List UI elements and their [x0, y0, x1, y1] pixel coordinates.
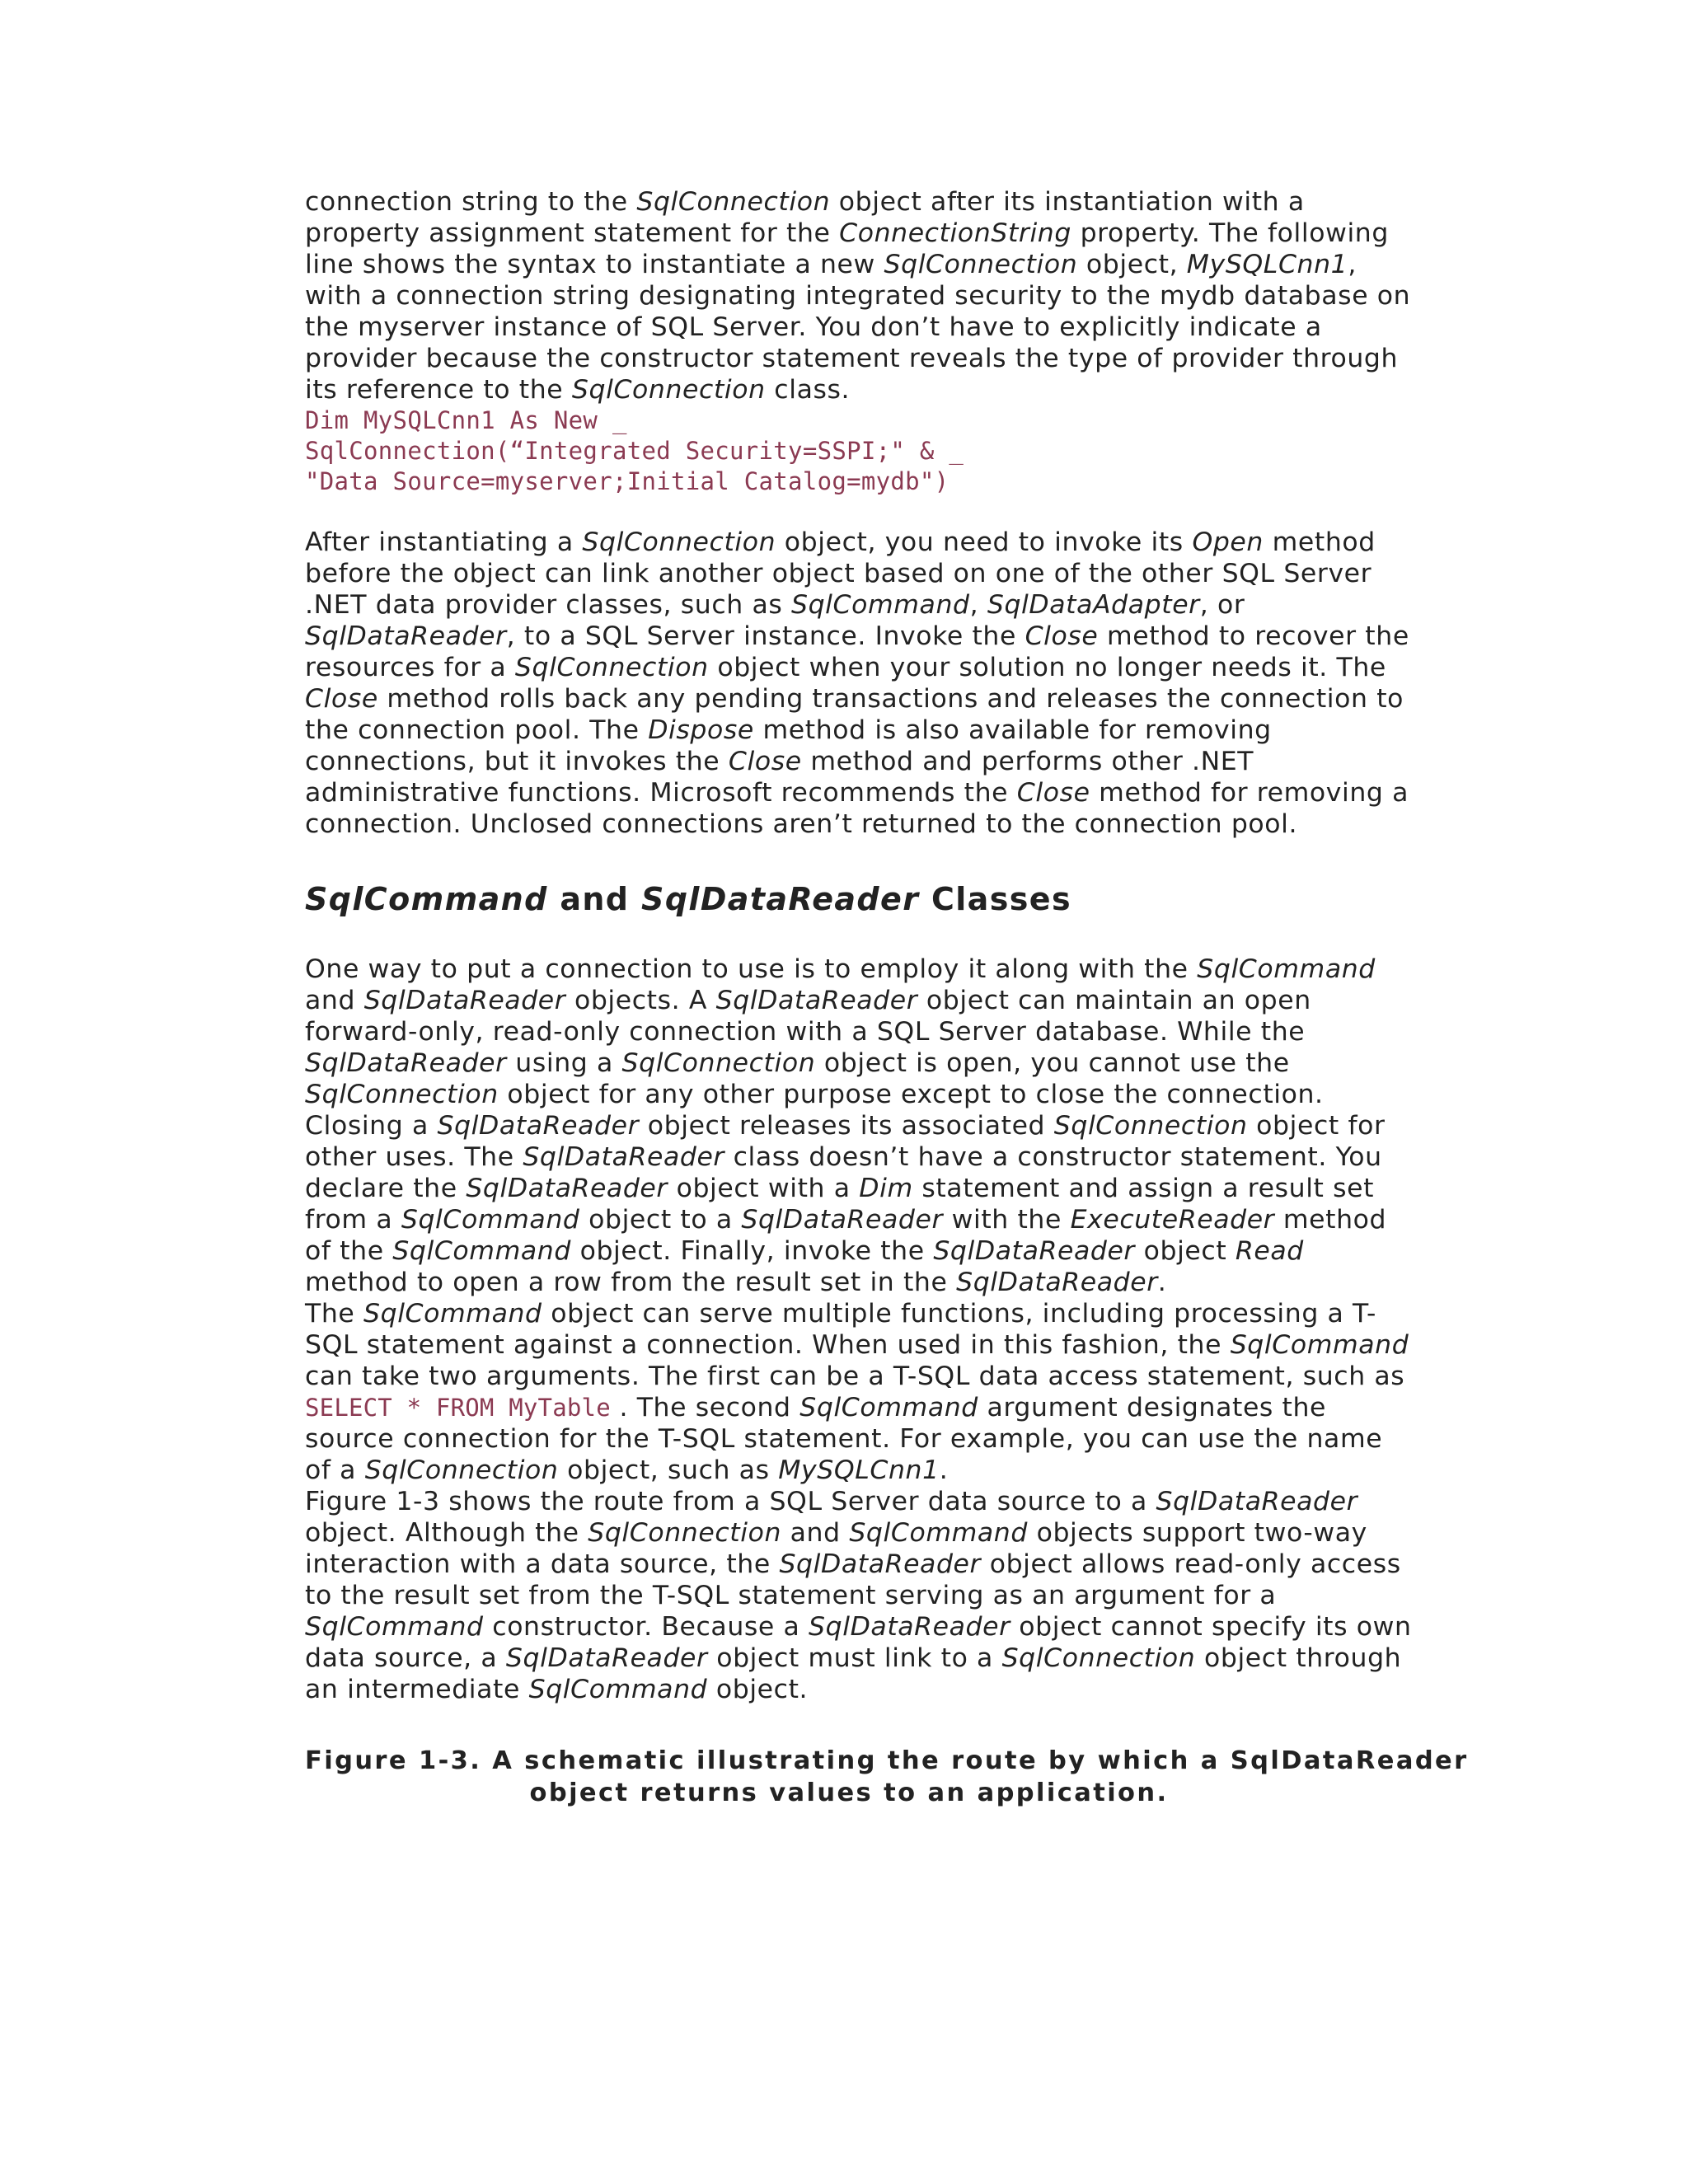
text-run: statement and assign a result set [912, 1174, 1375, 1203]
class-name: SqlConnection [305, 1080, 499, 1109]
class-name: SqlConnection [884, 250, 1078, 279]
text-line [305, 374, 1393, 405]
figure-reference-paragraph [305, 1486, 1412, 1705]
text-run: After instantiating a [305, 527, 583, 557]
text-run: using a [506, 1048, 622, 1078]
text-line [305, 985, 1393, 1016]
text-run: line shows the syntax to instantiate a new [305, 250, 884, 279]
text-run: objects support two-way [1027, 1518, 1367, 1548]
text-run: of a [305, 1455, 365, 1485]
class-name: SqlDataReader [437, 1111, 640, 1141]
document-page [305, 186, 1469, 1809]
text-run: argument designates the [978, 1393, 1327, 1422]
text-run: Classes [919, 881, 1071, 917]
keyword: Dim [859, 1174, 913, 1203]
method-name: Open [1192, 527, 1264, 557]
text-run: its reference to the [305, 375, 572, 405]
text-run: One way to put a connection to use is to employ it along with the [305, 954, 1198, 984]
class-name: SqlCommand [401, 1205, 580, 1235]
text-run: with the [943, 1205, 1071, 1235]
text-run: object, such as [558, 1455, 779, 1485]
text-run: from a [305, 1205, 401, 1235]
text-run: Figure 1-3 shows the route from a SQL Server data source to a [305, 1487, 1156, 1516]
text-line [305, 218, 1393, 249]
text-line: before the object can link another object based on one of the other SQL Server [305, 559, 1372, 588]
spacer [305, 840, 1393, 881]
text-line: the myserver instance of SQL Server. You don’t have to explicitly indicate a [305, 312, 1322, 342]
text-run: method [1263, 527, 1376, 557]
text-run: object with a [667, 1174, 860, 1203]
text-line [305, 1455, 1393, 1486]
text-run: . The second [610, 1393, 800, 1422]
text-line [305, 715, 1393, 746]
text-run: , to a SQL Server instance. Invoke the [506, 621, 1025, 651]
class-name: SqlCommand [305, 881, 548, 917]
class-name: SqlDataReader [305, 621, 507, 651]
text-line [305, 1486, 1393, 1517]
text-line [305, 1392, 1393, 1423]
class-name: SqlDataReader [305, 1048, 507, 1078]
text-run: constructor. Because a [483, 1612, 809, 1642]
text-line [305, 1079, 1393, 1110]
text-run: object through [1195, 1643, 1402, 1673]
class-name: SqlCommand [528, 1675, 708, 1704]
text-line [305, 1298, 1393, 1329]
text-line [305, 777, 1409, 808]
text-run: resources for a [305, 653, 515, 682]
class-name: SqlConnection [1053, 1111, 1248, 1141]
class-name: SqlDataReader [466, 1174, 668, 1203]
text-run: of the [305, 1236, 393, 1266]
class-name: SqlDataReader [1156, 1487, 1358, 1516]
text-line [305, 1110, 1393, 1141]
text-run: connection string to the [305, 187, 637, 217]
code-sample [305, 405, 1393, 497]
class-name: SqlCommand [849, 1518, 1028, 1548]
class-name: SqlCommand [392, 1236, 571, 1266]
text-run: object after its instantiation with a [830, 187, 1305, 217]
class-name: SqlDataReader [505, 1643, 708, 1673]
class-name: SqlDataReader [641, 881, 920, 917]
class-name: SqlCommand [363, 1299, 542, 1329]
text-run: data source, a [305, 1643, 506, 1673]
text-run: object [1134, 1236, 1236, 1266]
text-run: interaction with a data source, the [305, 1549, 780, 1579]
text-run: method [1274, 1205, 1387, 1235]
text-line: to the result set from the T-SQL statement serving as an argument for a [305, 1581, 1277, 1610]
class-name: SqlConnection [636, 187, 831, 217]
spacer [305, 1705, 1393, 1745]
text-run: connections, but it invokes the [305, 747, 729, 776]
text-run: object. Although the [305, 1518, 588, 1548]
code-line: "Data Source=myserver;Initial Catalog=mydb") [305, 467, 950, 495]
class-name: SqlDataReader [809, 1612, 1010, 1642]
class-name: SqlConnection [571, 375, 766, 405]
text-line [305, 1329, 1409, 1361]
text-run: class. [765, 375, 851, 405]
text-run: object is open, you cannot use the [815, 1048, 1290, 1078]
text-run: object can maintain an open [917, 986, 1311, 1015]
text-line [305, 1549, 1401, 1580]
class-name: SqlDataAdapter [987, 590, 1200, 620]
text-line: with a connection string designating integrated security to the mydb database on [305, 281, 1411, 311]
text-run: . [939, 1455, 949, 1485]
text-line [305, 1267, 1393, 1298]
open-close-paragraph [305, 527, 1409, 840]
text-run: object, [1077, 250, 1187, 279]
class-name: SqlConnection [514, 653, 709, 682]
text-run: , [1348, 250, 1357, 279]
text-run: method and performs other .NET [801, 747, 1254, 776]
class-name: SqlDataReader [523, 1142, 724, 1172]
method-name: Close [305, 684, 378, 714]
class-name: SqlConnection [582, 527, 776, 557]
code-line: SqlConnection(“Integrated Security=SSPI;" & _ [305, 437, 964, 465]
text-run: property. The following [1071, 218, 1389, 248]
class-name: SqlConnection [588, 1518, 782, 1548]
method-name: Read [1235, 1236, 1304, 1266]
text-line [305, 621, 1409, 652]
method-name: Close [1025, 621, 1099, 651]
variable-name: MySQLCnn1 [1186, 250, 1348, 279]
text-line [305, 746, 1393, 777]
reader-paragraph [305, 954, 1393, 1298]
text-run: declare the [305, 1174, 467, 1203]
method-name: Close [728, 747, 802, 776]
spacer [305, 917, 1393, 954]
variable-name: MySQLCnn1 [778, 1455, 940, 1485]
spacer [305, 497, 1393, 527]
class-name: SqlDataReader [933, 1236, 1135, 1266]
text-run: object can serve multiple functions, including processing a T- [542, 1299, 1376, 1329]
text-line [305, 527, 1393, 558]
class-name: SqlConnection [364, 1455, 559, 1485]
text-run: the connection pool. The [305, 715, 649, 745]
text-line [305, 1611, 1412, 1643]
text-run: method is also available for removing [753, 715, 1272, 745]
text-line [305, 1643, 1402, 1674]
code-line: Dim MySQLCnn1 As New _ [305, 406, 627, 434]
inline-code: SELECT * FROM MyTable [305, 1394, 611, 1422]
text-line [305, 1141, 1393, 1173]
text-line: forward-only, read-only connection with a SQL Server database. While the [305, 1017, 1306, 1047]
text-run: The [305, 1299, 363, 1329]
text-run: an intermediate [305, 1675, 529, 1704]
text-run: and [305, 986, 364, 1015]
class-name: SqlDataReader [363, 986, 566, 1015]
intro-paragraph [305, 186, 1411, 405]
text-run: class doesn’t have a constructor statement. You [724, 1142, 1382, 1172]
text-run: Closing a [305, 1111, 438, 1141]
method-name: Close [1016, 778, 1090, 808]
class-name: SqlCommand [305, 1612, 484, 1642]
text-run: , or [1199, 590, 1245, 620]
text-run: object, you need to invoke its [776, 527, 1193, 557]
text-run: objects. A [565, 986, 716, 1015]
text-line [305, 954, 1393, 985]
text-run: object. Finally, invoke the [570, 1236, 934, 1266]
text-run: method rolls back any pending transactions and releases the connection to [377, 684, 1404, 714]
text-line: can take two arguments. The first can be a T-SQL data access statement, such as [305, 1361, 1405, 1391]
class-name: SqlCommand [1230, 1330, 1409, 1360]
section-heading [305, 881, 1393, 917]
text-run: method to recover the [1098, 621, 1409, 651]
property-name: ConnectionString [839, 218, 1071, 248]
text-run: and [547, 881, 642, 917]
class-name: SqlConnection [1001, 1643, 1196, 1673]
text-line: provider because the constructor statement reveals the type of provider through [305, 344, 1399, 373]
text-run: object allows read-only access [981, 1549, 1401, 1579]
text-run: property assignment statement for the [305, 218, 840, 248]
text-run: .NET data provider classes, such as [305, 590, 791, 620]
text-line: connection. Unclosed connections aren’t returned to the connection pool. [305, 809, 1298, 839]
method-name: Dispose [648, 715, 754, 745]
figure-caption [305, 1745, 1469, 1809]
class-name: SqlDataReader [715, 986, 918, 1015]
text-run: object for [1247, 1111, 1386, 1141]
text-run: object cannot specify its own [1010, 1612, 1412, 1642]
text-run: method to open a row from the result set in the [305, 1268, 957, 1297]
class-name: SqlDataReader [956, 1268, 1158, 1297]
text-run: . [1157, 1268, 1167, 1297]
class-name: SqlCommand [1197, 954, 1376, 984]
text-run: object to a [579, 1205, 742, 1235]
class-name: SqlCommand [790, 590, 970, 620]
text-line [305, 1235, 1393, 1267]
text-run: object for any other purpose except to close the connection. [498, 1080, 1324, 1109]
text-run: , [969, 590, 987, 620]
text-run: object must link to a [707, 1643, 1002, 1673]
text-line [305, 186, 1393, 218]
text-line: source connection for the T-SQL statement. For example, you can use the name [305, 1424, 1383, 1454]
text-line [305, 249, 1393, 280]
method-name: ExecuteReader [1070, 1205, 1275, 1235]
text-run: other uses. The [305, 1142, 523, 1172]
text-run: SQL statement against a connection. When used in this fashion, the [305, 1330, 1231, 1360]
text-line [305, 683, 1404, 715]
class-name: SqlDataReader [779, 1549, 982, 1579]
text-run: object. [707, 1675, 809, 1704]
text-line [305, 589, 1393, 621]
command-paragraph [305, 1298, 1409, 1486]
text-run: administrative functions. Microsoft recommends the [305, 778, 1017, 808]
text-line [305, 1047, 1393, 1079]
text-line [305, 1173, 1393, 1204]
class-name: SqlCommand [799, 1393, 978, 1422]
text-line [305, 1204, 1393, 1235]
text-line [305, 1517, 1393, 1549]
text-line [305, 1674, 1393, 1705]
text-run: object releases its associated [639, 1111, 1054, 1141]
caption-line: Figure 1-3. A schematic illustrating the route by which a SqlDataReader [305, 1746, 1469, 1775]
text-line [305, 652, 1393, 683]
class-name: SqlDataReader [741, 1205, 944, 1235]
text-run: object when your solution no longer needs it. The [708, 653, 1386, 682]
text-run: and [781, 1518, 850, 1548]
class-name: SqlConnection [621, 1048, 816, 1078]
caption-line: object returns values to an application. [529, 1779, 1169, 1807]
text-run: method for removing a [1090, 778, 1409, 808]
